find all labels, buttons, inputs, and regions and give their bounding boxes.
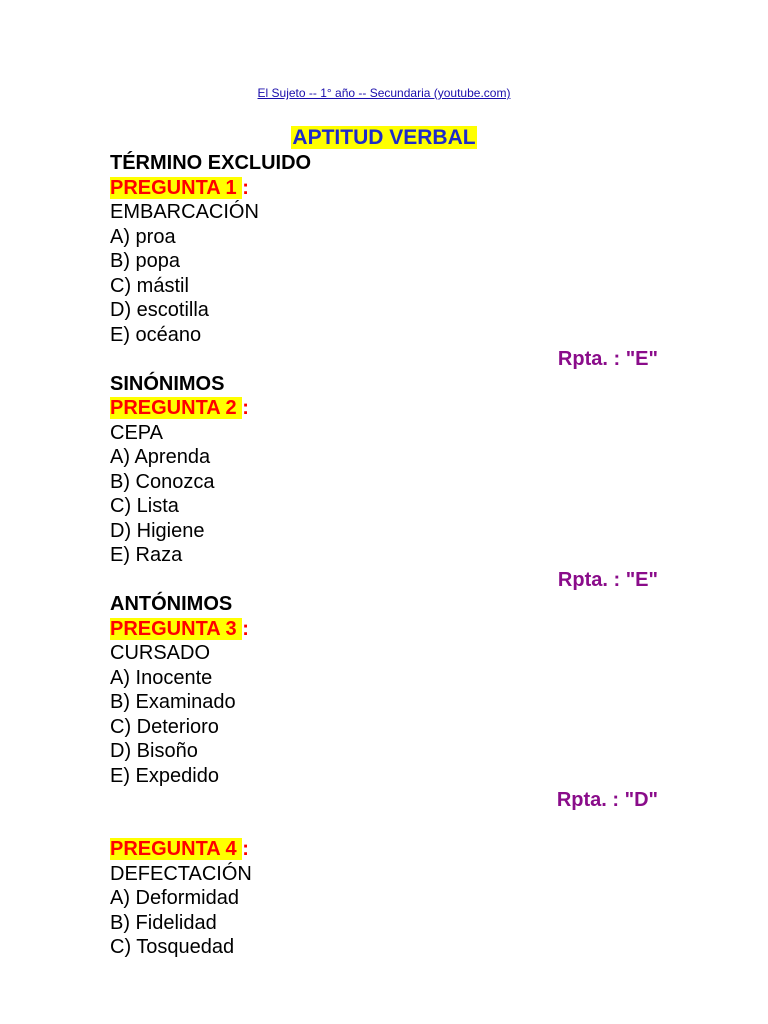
- document-content: [110, 151, 670, 960]
- question-word: CURSADO: [110, 642, 211, 664]
- question-label: [110, 617, 670, 642]
- section-heading: TÉRMINO EXCLUIDO: [110, 152, 312, 174]
- question-word: DEFECTACIÓN: [110, 862, 252, 885]
- option-c: C) Lista: [110, 495, 179, 517]
- question-word: CEPA: [110, 421, 163, 444]
- question-label: [110, 396, 670, 421]
- option-b: B) popa: [110, 250, 181, 272]
- question-label: [110, 837, 670, 862]
- answer: Rpta. : "D": [556, 789, 658, 811]
- answer: Rpta. : "E": [557, 568, 658, 591]
- option-a: A) Inocente: [110, 666, 213, 689]
- option-d: D) escotilla: [110, 299, 209, 321]
- spacer: [110, 813, 670, 838]
- option-b: B) Conozca: [110, 470, 215, 493]
- option-c: C) Deterioro: [110, 715, 219, 738]
- option-d: D) Bisoño: [110, 740, 198, 762]
- page-title-text: APTITUD VERBAL: [292, 126, 476, 149]
- section-heading: ANTÓNIMOS: [110, 593, 233, 615]
- question-colon: :: [242, 397, 249, 419]
- question-colon: :: [242, 176, 249, 199]
- section-heading: SINÓNIMOS: [110, 372, 225, 395]
- option-a: A) Aprenda: [110, 446, 211, 468]
- source-link[interactable]: El Sujeto -- 1° año -- Secundaria (youtube.com): [257, 86, 511, 100]
- option-e: E) Expedido: [110, 764, 219, 787]
- question-colon: :: [242, 617, 249, 640]
- option-b: B) Examinado: [110, 691, 236, 713]
- question-colon: :: [242, 838, 249, 860]
- option-c: C) Tosquedad: [110, 936, 235, 958]
- answer: Rpta. : "E": [557, 348, 658, 370]
- question-label-text: PREGUNTA 4: [110, 838, 243, 860]
- option-d: D) Higiene: [110, 519, 205, 542]
- question-label: [110, 176, 670, 201]
- option-b: B) Fidelidad: [110, 911, 217, 934]
- option-a: A) Deformidad: [110, 887, 239, 909]
- page-title: [0, 126, 768, 150]
- option-e: E) Raza: [110, 544, 183, 566]
- question-label-text: PREGUNTA 3: [110, 617, 243, 640]
- option-e: E) océano: [110, 323, 202, 346]
- option-a: A) proa: [110, 225, 176, 248]
- option-c: C) mástil: [110, 274, 189, 297]
- question-word: EMBARCACIÓN: [110, 201, 259, 223]
- question-label-text: PREGUNTA 2: [110, 397, 243, 419]
- question-label-text: PREGUNTA 1: [110, 176, 243, 199]
